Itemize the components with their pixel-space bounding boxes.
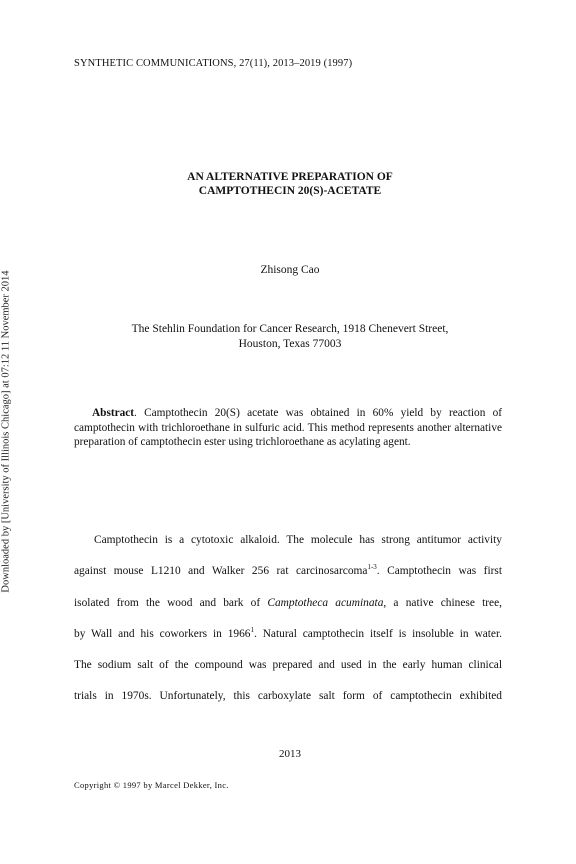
body-line-4: by Wall and his coworkers in 1966$^1$. Natural camptothecin itself is insoluble in water. [74, 626, 502, 640]
abstract [74, 406, 502, 450]
citation-superscript: 1-3 [367, 563, 377, 571]
abstract-text: . Camptothecin 20(S) acetate was obtained in 60% yield by reaction of camptothecin with trichloroethane in sulfuric acid. This method represents another alternative preparation of camptothecin ester using trichloroethane as acylating agent. [74, 407, 502, 448]
affiliation [70, 322, 510, 352]
abstract-label: Abstract [92, 407, 135, 419]
journal-header: SYNTHETIC COMMUNICATIONS, 27(11), 2013–2019 (1997) [74, 58, 353, 69]
article-title-line-2: CAMPTOTHECIN 20(S)-ACETATE [198, 185, 382, 197]
body-line-1: Camptothecin is a cytotoxic alkaloid. The molecule has strong antitumor activity [94, 534, 502, 546]
body-line-2: against mouse L1210 and Walker 256 rat carcinosarcoma$^{1-3}$. Camptothecin was first [74, 563, 502, 577]
species-name: Camptotheca acuminata [267, 597, 384, 609]
affiliation-line-1: The Stehlin Foundation for Cancer Research, 1918 Chenevert Street, [131, 323, 449, 335]
body-line-5: The sodium salt of the compound was prepared and used in the early human clinical [74, 659, 502, 671]
affiliation-line-2: Houston, Texas 77003 [238, 338, 342, 350]
page-number: 2013 [279, 748, 301, 760]
article-title-line-1: AN ALTERNATIVE PREPARATION OF [187, 171, 393, 183]
body-line-3: isolated from the wood and bark of Camptotheca acuminata, a native chinese tree, [74, 597, 502, 609]
citation-superscript: 1 [250, 626, 254, 634]
copyright-notice: Copyright © 1997 by Marcel Dekker, Inc. [74, 780, 229, 790]
download-watermark: Downloaded by [University of Illinois Chicago] at 07:12 11 November 2014 [0, 270, 12, 593]
author-name: Zhisong Cao [260, 264, 320, 276]
body-line-6: trials in 1970s. Unfortunately, this carboxylate salt form of camptothecin exhibited [74, 690, 502, 702]
